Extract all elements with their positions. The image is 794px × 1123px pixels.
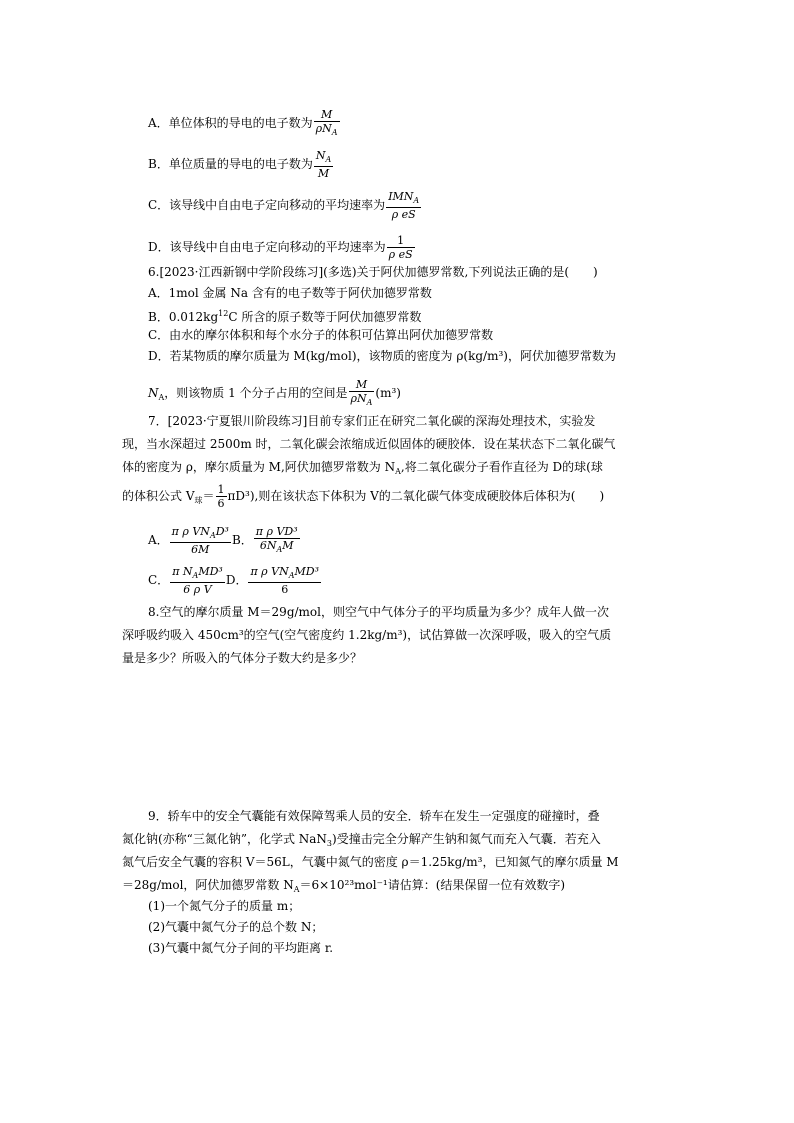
- q9-sub3: (3)气囊中氮气分子间的平均距离 r.: [148, 941, 334, 955]
- frac-den: $6N_AM$: [254, 538, 300, 556]
- fraction: [170, 525, 231, 556]
- q8-line3: 量是多少？所吸入的气体分子数大约是多少？: [122, 651, 363, 665]
- q6-stem: 6.[2023·江西新钢中学阶段练习](多选)关于阿伏加德罗常数,下列说法正确的是( ): [148, 265, 598, 279]
- frac-num: $IMN_A$: [388, 190, 420, 205]
- fraction: [314, 149, 333, 180]
- fraction: [170, 565, 225, 596]
- q7-line1: 7．[2023·宁夏银川阶段练习]目前专家们正在研究二氧化碳的深海处理技术，实验发: [148, 414, 596, 428]
- frac-den: 6: [248, 582, 321, 596]
- q6-option-b: B．$0.012kg^{12}C$ 所含的原子数等于阿伏加德罗常数: [148, 309, 422, 324]
- fraction: [216, 483, 227, 510]
- frac-den: 6M: [170, 542, 231, 556]
- frac-num: π ρ $VN_AMD^3$: [250, 565, 319, 580]
- frac-num: M: [320, 108, 333, 121]
- q7-line2: 现，当水深超过 2500m 时，二氧化碳会浓缩成近似固体的硬胶体．设在某状态下二氧化碳气: [122, 437, 616, 451]
- frac-num: π ρ VD³: [255, 525, 298, 538]
- q7-line4: 的体积公式 $V_球=$ $\frac{1}{6}$ πD³),则在该状态下体积为 V的二氧化碳气体变成硬胶体后体积为( ): [122, 483, 605, 510]
- frac-num: 1: [217, 483, 225, 496]
- frac-num: M: [355, 378, 368, 391]
- q7-options-ab: A． $\frac{\pi \rho VN_AD^3}{6M}$ B． $\frac{\text{π ρ VD³}}{6N_AM}$: [148, 525, 298, 556]
- q6-option-c: C．由水的摩尔体积和每个水分子的体积可估算出阿伏加德罗常数: [148, 328, 494, 342]
- frac-den: 6 ρ V: [170, 582, 225, 596]
- q5-option-a: [148, 108, 341, 139]
- fraction: [248, 565, 321, 596]
- frac-den: ρ eS: [388, 248, 413, 261]
- q5-option-b: [148, 149, 334, 180]
- frac-den: $\rho N_A$: [350, 392, 373, 407]
- q6-option-a: A．1mol 金属 Na 含有的电子数等于阿伏加德罗常数: [148, 286, 432, 300]
- q7-options-cd: C． $\frac{\pi N_AMD^3}{\text{6 ρ V}}$ D． $\frac{\pi \rho VN_AMD^3}{6}$: [148, 565, 319, 596]
- fraction: [387, 234, 415, 261]
- q8-line2: 深呼吸约吸入 450cm³的空气(空气密度约 1.2kg/m³)，试估算做一次深呼吸，吸入的空气质: [122, 628, 612, 642]
- fraction: [254, 525, 300, 556]
- q9-line3: 氮气后安全气囊的容积 V＝56L，气囊中氮气的密度 ρ＝1.25kg/m³，已知氮气的摩尔质量 M: [122, 855, 619, 869]
- q8-line1: 8.空气的摩尔质量 M＝29g/mol，则空气中气体分子的平均质量为多少？成年人做一次: [148, 605, 609, 619]
- q6-option-d-line1: D．若某物质的摩尔质量为 M(kg/mol)，该物质的密度为 ρ(kg/m³)，阿伏加德罗常数为: [148, 349, 616, 363]
- option-text: A．单位体积的导电的电子数为: [148, 116, 313, 130]
- frac-num: $N_A$: [315, 149, 332, 164]
- q9-sub1: (1)一个氮气分子的质量 m；: [148, 899, 301, 913]
- fraction: [314, 108, 340, 139]
- frac-num: π ρ $VN_AD^3$: [171, 525, 229, 540]
- q9-line1: 9．轿车中的安全气囊能有效保障驾乘人员的安全．轿车在发生一定强度的碰撞时，叠: [148, 809, 600, 823]
- option-text: C．该导线中自由电子定向移动的平均速率为: [148, 198, 386, 212]
- q9-sub2: (2)气囊中氮气分子的总个数 N；: [148, 920, 324, 934]
- fraction: [386, 190, 421, 221]
- q5-option-c: [148, 190, 422, 221]
- frac-num: 1: [397, 234, 405, 247]
- option-text: B．单位质量的导电的电子数为: [148, 157, 313, 171]
- q9-line4: ＝28g/mol，阿伏加德罗常数 $N_A=6\times 10^{23}mol^{-1}$请估算：(结果保留一位有效数字): [122, 878, 566, 894]
- frac-den: $\rho N_A$: [315, 122, 338, 137]
- fraction: [349, 378, 375, 409]
- q7-line3: 体的密度为 ρ，摩尔质量为 M,阿伏加德罗常数为 $N_A$,将二氧化碳分子看作直径为 D的球(球: [122, 460, 603, 476]
- option-text: D．该导线中自由电子定向移动的平均速率为: [148, 240, 386, 254]
- q9-line2: 氮化钠(亦称“三氮化钠”，化学式 NaN$_3$)受撞击完全分解产生钠和氮气而充入气囊．若充入: [122, 832, 601, 848]
- frac-den: 6: [217, 497, 225, 510]
- frac-num: π $N_AMD^3$: [172, 565, 223, 580]
- frac-den: M: [314, 166, 333, 180]
- frac-den: ρ eS: [386, 207, 421, 221]
- q5-option-d: [148, 234, 416, 261]
- q6-option-d-line2: $N_A$，则该物质 1 个分子占用的空间是 $\frac{M}{\rho N_A}$ (m³): [148, 378, 401, 407]
